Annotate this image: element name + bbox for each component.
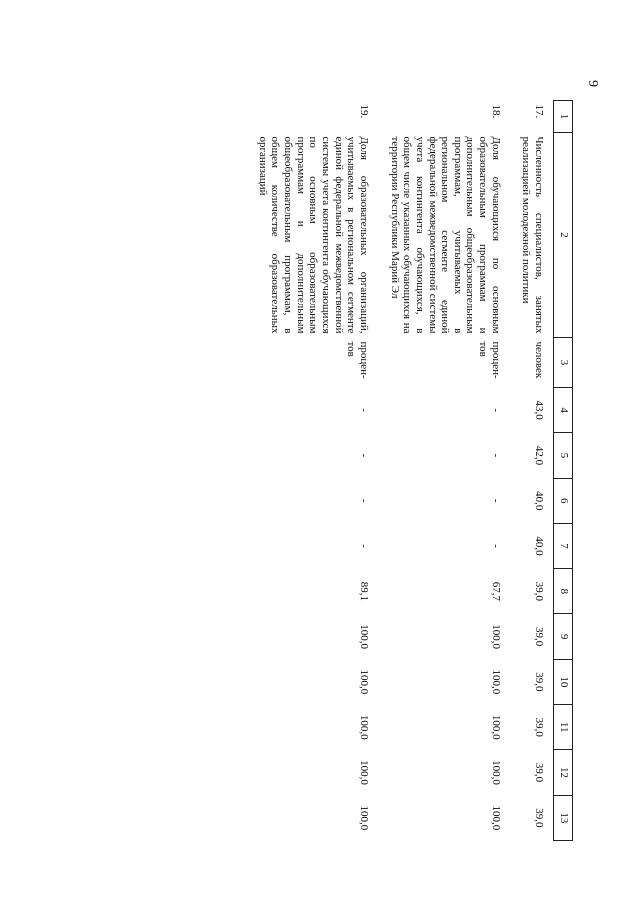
value-cell: - [489, 544, 502, 548]
value-cell: 39,0 [533, 581, 545, 601]
header-cell: 2 [554, 133, 573, 338]
header-cell: 10 [554, 659, 573, 704]
indicator-description: Доля образовательных организаций, учитываемых в региональном сегменте единой федеральной межведомственной системы учета контингента обучающихся по основным образовательным программам и дополнительным общеобразовательным программам, в общем количестве образовательных организаций [256, 136, 370, 334]
header-row [554, 101, 573, 841]
value-cell: 40,0 [533, 536, 545, 556]
value-cell: 67,7 [489, 581, 502, 601]
value-cell: 39,0 [533, 672, 545, 692]
header-cell: 1 [554, 101, 573, 133]
value-cell: 42,0 [533, 445, 545, 466]
row-number: 17. [533, 104, 545, 119]
value-cell: - [357, 408, 370, 412]
header-cell: 5 [554, 433, 573, 478]
indicator-description: Численность специалистов, занятых реализацией молодежной политики [520, 136, 545, 334]
value-cell: - [357, 544, 370, 548]
value-cell: - [489, 408, 502, 412]
indicator-description: Доля обучающихся по основным образовательным программам и дополнительным общеобразовательным программам, учитываемых в региональном сегменте единой федеральной межведомственной системы учета контингента обучающихся, в общем числе указанных обучающихся на территории Республики Марий Эл [388, 136, 502, 334]
value-cell: 39,0 [533, 717, 545, 737]
value-cell: 100,0 [357, 805, 370, 831]
header-cell: 13 [554, 795, 573, 840]
header-cell: 4 [554, 388, 573, 433]
header-cell: 8 [554, 569, 573, 614]
value-cell: 100,0 [489, 669, 502, 695]
header-cell: 12 [554, 750, 573, 795]
unit-cell: процен-тов [345, 341, 370, 379]
value-cell: 100,0 [357, 669, 370, 695]
value-cell: 43,0 [533, 400, 545, 420]
value-cell: 89,1 [357, 581, 370, 601]
value-cell: 39,0 [533, 627, 545, 647]
row-number: 19. [357, 104, 370, 119]
indicators-table [246, 100, 573, 841]
rotated-table-sheet [118, 100, 573, 840]
page-number: 9 [585, 80, 600, 87]
header-cell: 9 [554, 614, 573, 659]
unit-cell: процен-тов [477, 341, 502, 379]
header-cell: 3 [554, 338, 573, 388]
value-cell: 100,0 [489, 714, 502, 740]
value-cell: 100,0 [357, 760, 370, 785]
value-cell: 100,0 [357, 714, 370, 740]
value-cell: 39,0 [533, 808, 545, 828]
value-cell: 100,0 [357, 624, 370, 649]
header-cell: 6 [554, 478, 573, 523]
value-cell: 39,0 [533, 762, 545, 783]
table-row [246, 101, 378, 841]
header-cell: 11 [554, 705, 573, 750]
value-cell: - [357, 453, 370, 458]
header-cell: 7 [554, 523, 573, 568]
value-cell: - [489, 498, 502, 503]
value-cell: 100,0 [489, 760, 502, 785]
value-cell: 40,0 [533, 491, 545, 511]
value-cell: 100,0 [489, 805, 502, 831]
table-row [510, 101, 554, 841]
row-number: 18. [489, 104, 502, 119]
unit-cell: человек [533, 341, 545, 379]
table-row [378, 101, 510, 841]
value-cell: - [489, 453, 502, 458]
value-cell: 100,0 [489, 624, 502, 649]
value-cell: - [357, 498, 370, 503]
